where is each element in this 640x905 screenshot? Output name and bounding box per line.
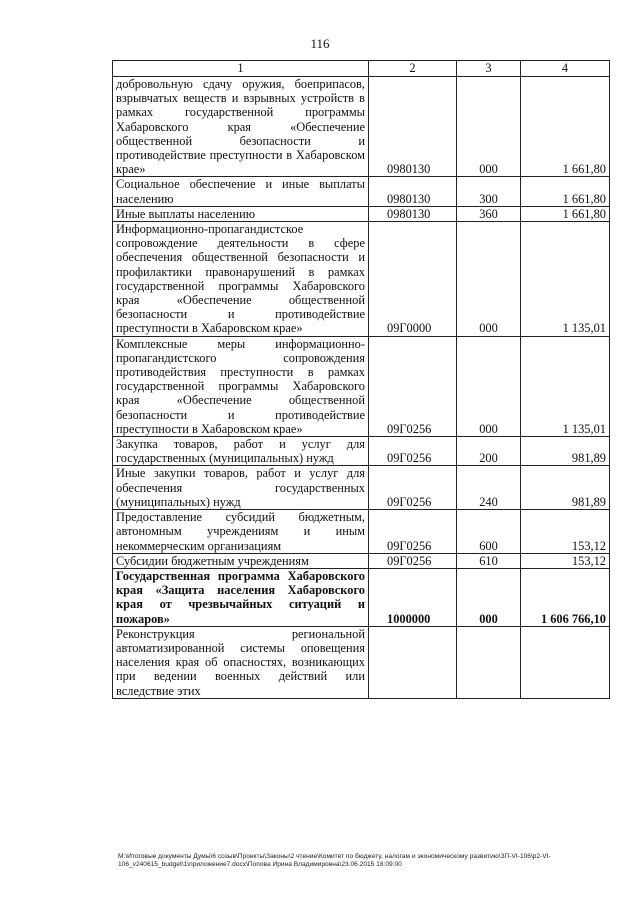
- row-expense-type: 000: [457, 568, 521, 626]
- row-description: Закупка товаров, работ и услуг для государственных (муниципальных) нужд: [113, 437, 369, 466]
- row-expense-type: [457, 626, 521, 698]
- page-number: 116: [310, 36, 330, 51]
- row-amount: 981,89: [521, 466, 610, 510]
- table-row: [113, 336, 610, 436]
- row-description: Комплексные меры информационно-пропагандистского сопровождения противодействия преступности в рамках государственной программы Хабаровского края «Обеспечение общественной безопасности и противодействие преступности в Хабаровском крае»: [113, 336, 369, 436]
- row-amount: 1 661,80: [521, 206, 610, 221]
- table-row: [113, 553, 610, 568]
- row-expense-type: 360: [457, 206, 521, 221]
- row-code: 1000000: [369, 568, 457, 626]
- row-description: Предоставление субсидий бюджетным, автономным учреждениям и иным некоммерческим организациям: [113, 510, 369, 554]
- row-expense-type: 600: [457, 510, 521, 554]
- row-code: 0980130: [369, 77, 457, 177]
- row-code: [369, 626, 457, 698]
- row-expense-type: 610: [457, 553, 521, 568]
- row-amount: 153,12: [521, 553, 610, 568]
- row-code: 09Г0256: [369, 510, 457, 554]
- row-code: 0980130: [369, 206, 457, 221]
- header-row: [113, 61, 610, 77]
- row-amount: 153,12: [521, 510, 610, 554]
- row-code: 09Г0256: [369, 553, 457, 568]
- row-code: 09Г0256: [369, 466, 457, 510]
- row-expense-type: 000: [457, 77, 521, 177]
- row-amount: 981,89: [521, 437, 610, 466]
- row-expense-type: 300: [457, 177, 521, 206]
- table-row: [113, 206, 610, 221]
- row-description: Иные выплаты населению: [113, 206, 369, 221]
- row-description: Государственная программа Хабаровского края «Защита населения Хабаровского края от чрезвычайных ситуаций и пожаров»: [113, 568, 369, 626]
- row-description: Информационно-пропагандистское сопровождение деятельности в сфере обеспечения общественной безопасности и профилактики правонарушений в рамках государственной программы Хабаровского края «Обеспечение общественной безопасности и противодействие преступности в Хабаровском крае»: [113, 222, 369, 337]
- table-row: [113, 466, 610, 510]
- table-row: [113, 222, 610, 337]
- row-code: 0980130: [369, 177, 457, 206]
- row-amount: 1 135,01: [521, 222, 610, 337]
- row-description: Реконструкция региональной автоматизированной системы оповещения населения края об опасностях, возникающих при ведении военных действий или вследствие этих: [113, 626, 369, 698]
- row-expense-type: 240: [457, 466, 521, 510]
- row-description: Социальное обеспечение и иные выплаты населению: [113, 177, 369, 206]
- table-row: [113, 437, 610, 466]
- row-expense-type: 000: [457, 222, 521, 337]
- column-header-3: 3: [457, 61, 521, 77]
- row-code: 09Г0256: [369, 336, 457, 436]
- table-row: [113, 626, 610, 698]
- row-expense-type: 000: [457, 336, 521, 436]
- row-amount: 1 661,80: [521, 177, 610, 206]
- column-header-4: 4: [521, 61, 610, 77]
- table-row: [113, 77, 610, 177]
- row-amount: 1 606 766,10: [521, 568, 610, 626]
- row-description: Субсидии бюджетным учреждениям: [113, 553, 369, 568]
- row-description: добровольную сдачу оружия, боеприпасов, взрывчатых веществ и взрывных устройств в рамках государственной программы Хабаровского края «Обеспечение общественной безопасности и противодействие преступности в Хабаровском крае»: [113, 77, 369, 177]
- row-code: 09Г0000: [369, 222, 457, 337]
- budget-table: [112, 60, 610, 699]
- row-description: Иные закупки товаров, работ и услуг для обеспечения государственных (муниципальных) нужд: [113, 466, 369, 510]
- table-body: [113, 77, 610, 699]
- column-header-1: 1: [113, 61, 369, 77]
- table-row: [113, 568, 610, 626]
- row-code: 09Г0256: [369, 437, 457, 466]
- table-row: [113, 177, 610, 206]
- row-amount: 1 135,01: [521, 336, 610, 436]
- row-amount: 1 661,80: [521, 77, 610, 177]
- row-amount: [521, 626, 610, 698]
- table-row: [113, 510, 610, 554]
- row-expense-type: 200: [457, 437, 521, 466]
- document-path-footer: M:\Итоговые документы Думы\6 созыв\Проекты\Законы\2 чтение\Комитет по бюджету, налогам и экономическому развитию\ЗП-VI-106\р2-VI-106_v240615_budget\1\приложение7.docx\Попова Ирина Владимировна\23.06.2015 18:09:00: [118, 853, 551, 869]
- column-header-2: 2: [369, 61, 457, 77]
